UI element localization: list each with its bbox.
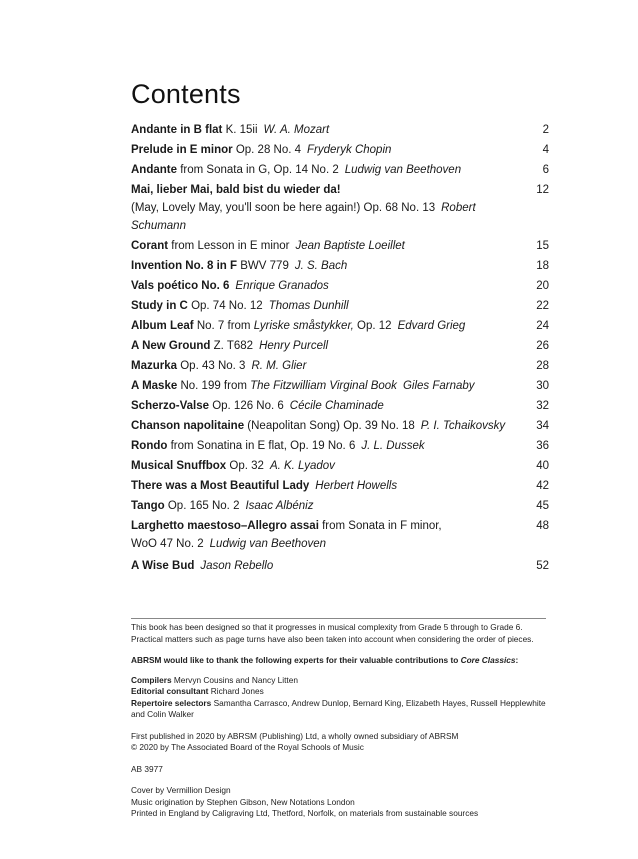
toc-entry xyxy=(131,497,549,515)
page-number: 2 xyxy=(542,124,549,136)
page-number: 34 xyxy=(536,420,549,432)
printer-credit: Printed in England by Caligraving Ltd, Thetford, Norfolk, on materials from sustainable sources xyxy=(131,808,479,818)
piece-title: Corant xyxy=(131,240,169,252)
page-number: 4 xyxy=(542,144,549,156)
selectors-label: Repertoire selectors xyxy=(131,697,212,708)
thanks-colon: : xyxy=(515,655,519,665)
piece-details: BWV 779 xyxy=(240,260,289,272)
toc-entry xyxy=(131,337,549,355)
piece-opus: Op. 12 xyxy=(357,320,392,332)
toc-entry xyxy=(131,181,549,235)
toc-entry xyxy=(131,257,549,275)
piece-title: Invention No. 8 in F xyxy=(131,260,238,272)
piece-details: from Lesson in E minor xyxy=(171,240,290,252)
piece-title: Larghetto maestoso–Allegro assai xyxy=(131,520,319,532)
page-number: 40 xyxy=(536,460,549,472)
piece-details: Op. 126 No. 6 xyxy=(212,400,284,412)
piece-details: Op. 28 No. 4 xyxy=(235,144,302,156)
catalogue-code: AB 3977 xyxy=(131,763,163,774)
page-number: 48 xyxy=(536,520,549,532)
composer: A. K. Lyadov xyxy=(269,460,335,472)
composer: J. L. Dussek xyxy=(361,440,425,452)
toc-entry xyxy=(131,417,549,435)
piece-title: Andante xyxy=(131,164,177,176)
page-number: 36 xyxy=(536,440,549,452)
toc-entry xyxy=(131,317,549,335)
piece-details: Z. T682 xyxy=(213,340,254,352)
page-number: 32 xyxy=(536,400,549,412)
toc-entry xyxy=(131,141,549,159)
toc-entry xyxy=(131,121,549,139)
piece-details: from Sonatina in E flat, Op. 19 No. 6 xyxy=(170,440,356,452)
toc-entry xyxy=(131,357,549,375)
composer: Jean Baptiste Loeillet xyxy=(295,240,405,252)
page-number: 24 xyxy=(536,320,549,332)
page-number: 30 xyxy=(536,380,549,392)
composer: R. M. Glier xyxy=(251,360,307,372)
copyright-line: © 2020 by The Associated Board of the Royal Schools of Music xyxy=(131,742,364,752)
divider xyxy=(131,618,546,619)
publication-line: First published in 2020 by ABRSM (Publishing) Ltd, a wholly owned subsidiary of ABRSM xyxy=(131,730,459,741)
toc-entry xyxy=(131,277,549,295)
collection-title: The Fitzwilliam Virginal Book xyxy=(250,380,397,392)
piece-details: K. 15ii xyxy=(225,124,258,136)
piece-details: Op. 32 xyxy=(229,460,264,472)
compilers-label: Compilers xyxy=(131,674,172,685)
page-number: 28 xyxy=(536,360,549,372)
piece-details: (May, Lovely May, you'll soon be here again!) Op. 68 No. 13 xyxy=(131,202,436,214)
piece-title: Prelude in E minor xyxy=(131,144,233,156)
credits-footer xyxy=(131,618,546,820)
piece-title: Vals poético No. 6 xyxy=(131,280,230,292)
composer: W. A. Mozart xyxy=(263,124,330,136)
composer: Robert Schumann xyxy=(131,202,476,232)
page-number: 12 xyxy=(536,184,549,196)
page-number: 15 xyxy=(536,240,549,252)
piece-details: (Neapolitan Song) Op. 39 No. 18 xyxy=(247,420,415,432)
composer: J. S. Bach xyxy=(294,260,348,272)
composer: Giles Farnaby xyxy=(402,380,475,392)
composer: Henry Purcell xyxy=(259,340,329,352)
page-number: 26 xyxy=(536,340,549,352)
piece-title: A Maske xyxy=(131,380,178,392)
piece-title: Rondo xyxy=(131,440,168,452)
composer: Cécile Chaminade xyxy=(289,400,384,412)
toc-entry xyxy=(131,437,549,455)
piece-title: Chanson napolitaine xyxy=(131,420,245,432)
page-number: 45 xyxy=(536,500,549,512)
toc-entry xyxy=(131,161,549,179)
page-number: 18 xyxy=(536,260,549,272)
composer: Herbert Howells xyxy=(315,480,398,492)
composer: Thomas Dunhill xyxy=(268,300,349,312)
toc-entry xyxy=(131,457,549,475)
editorial-name: Richard Jones xyxy=(210,686,264,696)
thanks-heading: ABRSM would like to thank the following experts for their valuable contributions to xyxy=(131,655,461,665)
piece-title: Tango xyxy=(131,500,165,512)
cover-credit: Cover by Vermillion Design xyxy=(131,785,231,795)
series-title: Core Classics xyxy=(460,655,516,665)
piece-title: Musical Snuffbox xyxy=(131,460,227,472)
piece-details: Op. 43 No. 3 xyxy=(180,360,246,372)
page-number: 52 xyxy=(536,560,549,572)
toc-entry xyxy=(131,477,549,495)
piece-title: A Wise Bud xyxy=(131,560,195,572)
piece-title: Mai, lieber Mai, bald bist du wieder da! xyxy=(131,184,341,196)
toc-entry xyxy=(131,237,549,255)
toc-entry xyxy=(131,377,549,395)
composer: Enrique Granados xyxy=(235,280,329,292)
contents-list xyxy=(131,121,549,577)
page-number: 20 xyxy=(536,280,549,292)
piece-details: No. 199 from xyxy=(180,380,247,392)
page-number: 6 xyxy=(542,164,549,176)
piece-details: from Sonata in G, Op. 14 No. 2 xyxy=(180,164,339,176)
compilers-names: Mervyn Cousins and Nancy Litten xyxy=(173,674,298,685)
piece-details: Op. 74 No. 12 xyxy=(191,300,263,312)
toc-entry xyxy=(131,557,549,575)
composer: Jason Rebello xyxy=(200,560,274,572)
toc-entry xyxy=(131,517,549,553)
piece-title: Mazurka xyxy=(131,360,178,372)
page-number: 42 xyxy=(536,480,549,492)
composer: Ludwig van Beethoven xyxy=(344,164,462,176)
piece-details: No. 7 from xyxy=(196,320,251,332)
editorial-label: Editorial consultant xyxy=(131,686,209,696)
piece-details: Op. 165 No. 2 xyxy=(167,500,240,512)
page-number: 22 xyxy=(536,300,549,312)
piece-title: There was a Most Beautiful Lady xyxy=(131,480,310,492)
composer: Ludwig van Beethoven xyxy=(209,538,327,550)
composer: P. I. Tchaikovsky xyxy=(420,420,506,432)
piece-details-line2: WoO 47 No. 2 xyxy=(131,538,204,550)
piece-title: Andante in B flat xyxy=(131,124,223,136)
piece-title: Album Leaf xyxy=(131,320,194,332)
composer: Isaac Albéniz xyxy=(245,500,314,512)
piece-title: Study in C xyxy=(131,300,188,312)
page-title: Contents xyxy=(131,79,241,109)
piece-title: A New Ground xyxy=(131,340,211,352)
composer: Edvard Grieg xyxy=(397,320,466,332)
origination-credit: Music origination by Stephen Gibson, New Notations London xyxy=(131,796,355,807)
piece-title: Scherzo-Valse xyxy=(131,400,209,412)
toc-entry xyxy=(131,397,549,415)
composer: Fryderyk Chopin xyxy=(307,144,392,156)
selectors-names: Samantha Carrasco, Andrew Dunlop, Bernard King, Elizabeth Hayes, Russell Hepplewhite and Colin Walker xyxy=(131,697,546,719)
ordering-note: This book has been designed so that it progresses in musical complexity from Grade 5 through to Grade 6. Practical matters such as page turns have also been taken into account when considering the order of pieces. xyxy=(131,622,534,644)
toc-entry xyxy=(131,297,549,315)
collection-title: Lyriske småstykker, xyxy=(253,320,354,332)
piece-details: from Sonata in F minor, xyxy=(322,520,442,532)
